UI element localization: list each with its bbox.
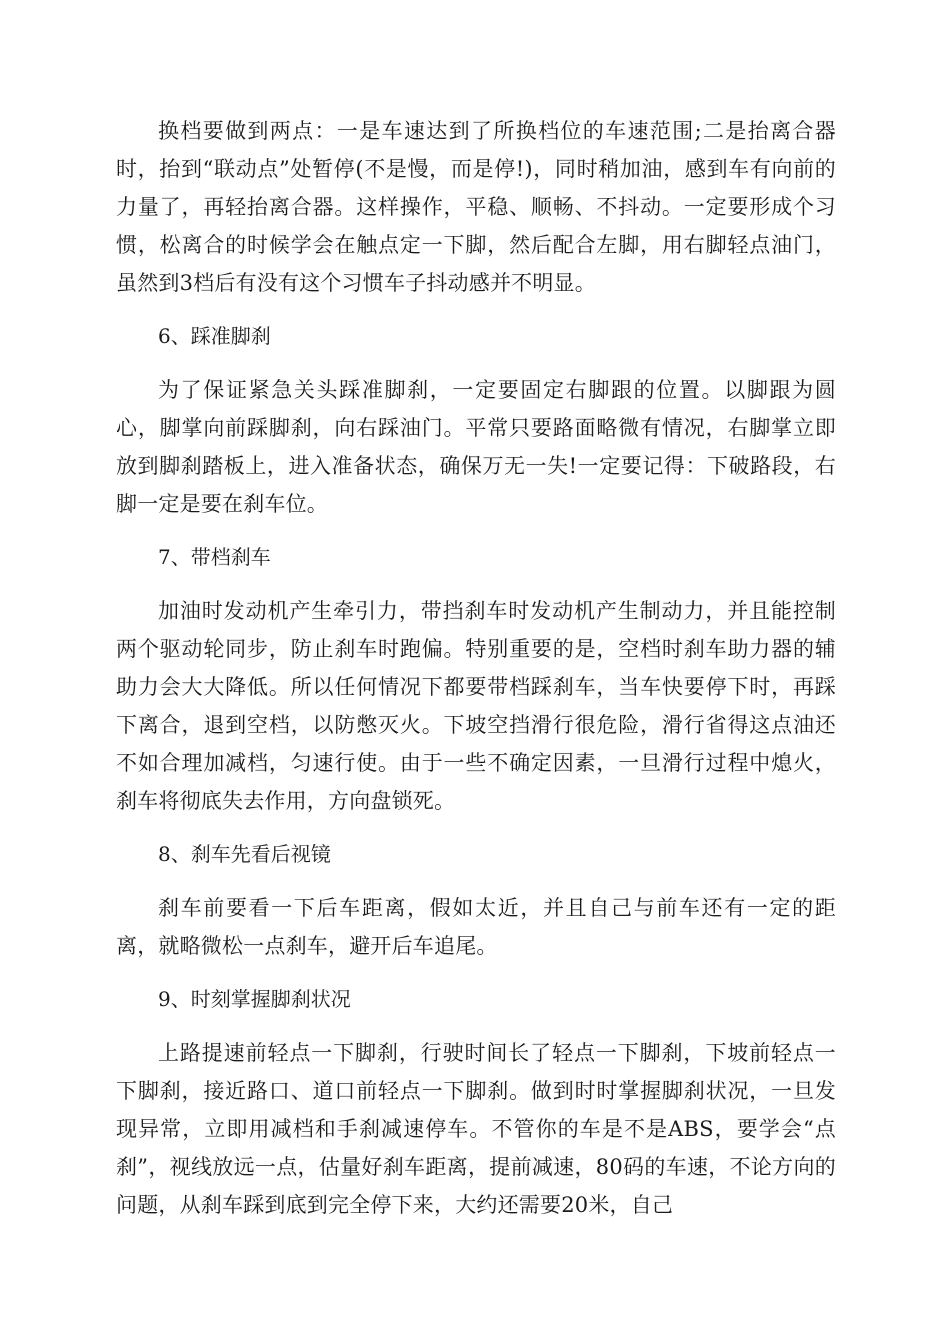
paragraph-brake-in-gear: 加油时发动机产生牵引力，带挡刹车时发动机产生制动力，并且能控制两个驱动轮同步，防止刹车时跑偏。特别重要的是，空档时刹车助力器的辅助力会大大降低。所以任何情况下都要带档踩刹车，当车快要停下时，再踩下离合，退到空档，以防憋灭火。下坡空挡滑行很危险，滑行省得这点油还不如合理加减档，匀速行使。由于一些不确定因素，一旦滑行过程中熄火，刹车将彻底失去作用，方向盘锁死。 (116, 599, 836, 813)
paragraph-brake-pedal: 为了保证紧急关头踩准脚刹，一定要固定右脚跟的位置。以脚跟为圆心，脚掌向前踩脚刹，向右踩油门。平常只要路面略微有情况，右脚掌立即放到脚刹踏板上，进入准备状态，确保万无一失!一定要记得：下破路段，右脚一定是要在刹车位。 (116, 378, 836, 516)
paragraph-brake-status: 上路提速前轻点一下脚刹，行驶时间长了轻点一下脚刹，下坡前轻点一下脚刹，接近路口、道口前轻点一下脚刹。做到时时掌握脚刹状况，一旦发现异常，立即用减档和手刹减速停车。不管你的车是不是ABS，要学会“点刹”，视线放远一点，估量好刹车距离，提前减速，80码的车速，不论方向的问题，从刹车踩到底到完全停下来，大约还需要20米，自己 (116, 1041, 836, 1217)
document-page (116, 112, 836, 1224)
heading-brake-pedal: 6、踩准脚刹 (158, 324, 271, 348)
heading-brake-status: 9、时刻掌握脚刹状况 (158, 987, 351, 1011)
heading-brake-in-gear: 7、带档刹车 (158, 545, 271, 569)
paragraph-check-mirror: 刹车前要看一下后车距离，假如太近，并且自己与前车还有一定的距离，就略微松一点刹车，避开后车追尾。 (116, 896, 836, 958)
heading-check-mirror: 8、刹车先看后视镜 (158, 842, 331, 866)
paragraph-gear-shifting: 换档要做到两点：一是车速达到了所换档位的车速范围;二是抬离合器时，抬到“联动点”处暂停(不是慢，而是停!)，同时稍加油，感到车有向前的力量了，再轻抬离合器。这样操作，平稳、顺畅、不抖动。一定要形成个习惯，松离合的时候学会在触点定一下脚，然后配合左脚，用右脚轻点油门，虽然到3档后有没有这个习惯车子抖动感并不明显。 (116, 119, 836, 295)
